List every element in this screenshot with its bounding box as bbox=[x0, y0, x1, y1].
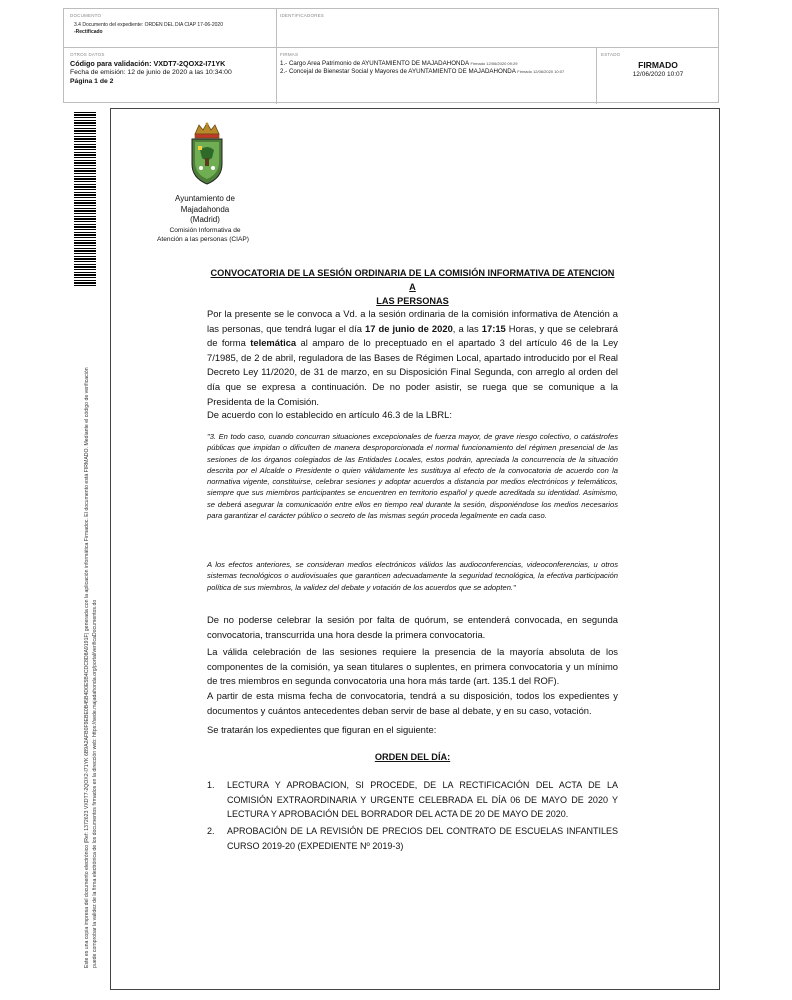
documento-sub: -Rectificado bbox=[74, 29, 103, 35]
document-title bbox=[207, 266, 618, 308]
p1-part-b: , a las bbox=[452, 322, 482, 334]
estado-value: FIRMADO bbox=[638, 60, 678, 70]
letterhead-line-5: Atención a las personas (CIAP) bbox=[157, 235, 249, 243]
legal-quote-2: A los efectos anteriores, se consideran medios electrónicos válidos las audioconferencias, videoconferencias, u otros sistemas tecnológicos o audiovisuales que garanticen adecuadamente la seguridad tecnológica, la efectiva participación política de sus miembros, la validez del debate y votación de los acuerdos que se adopten." bbox=[207, 560, 618, 592]
p1-part-d: al amparo de lo preceptuado en el apartado 3 del artículo 46 de la Ley 7/1985, de 2 de abril, reguladora de las Bases de Régimen Local, apartado introducido por el Real Decreto Ley 11/2020, de 31 de marzo, en su Disposición Final Segunda, con arreglo al orden del día que se expresa a continuación. De no poder asistir, se ruega que se comunique a la Presidenta de la Comisión. bbox=[207, 337, 618, 407]
letterhead-line-3: (Madrid) bbox=[190, 215, 220, 224]
document-title-line-2: LAS PERSONAS bbox=[376, 296, 449, 306]
p1-date: 17 de junio de 2020 bbox=[364, 322, 453, 334]
agenda-item-text: APROBACIÓN DE LA REVISIÓN DE PRECIOS DEL CONTRATO DE ESCUELAS INFANTILES CURSO 2019-20 (EXPEDIENTE Nº 2019-3) bbox=[227, 826, 618, 851]
otros-datos-label: OTROS DATOS bbox=[70, 52, 105, 57]
p1-telematica: telemática bbox=[250, 337, 297, 349]
paragraph-validity: La válida celebración de las sesiones requiere la presencia de la mayoría absoluta de los componentes de la comisión, ya sean titulares o suplentes, en primera convocatoria y un mínimo de tres miembros en segunda convocatoria una hora más tarde (art. 135.1 del ROF). bbox=[207, 646, 618, 687]
p1-part-c: Horas, y que se celebrará de forma bbox=[207, 322, 618, 349]
emission-date: Fecha de emisión: 12 de junio de 2020 a las 10:34:00 bbox=[70, 69, 232, 76]
firma-1-text: 1.- Cargo Area Patrimonio de AYUNTAMIENTO DE MAJADAHONDA bbox=[280, 60, 469, 67]
paragraph-convocation bbox=[207, 307, 618, 409]
letterhead-line-1: Ayuntamiento de bbox=[175, 194, 235, 203]
agenda-item-number: 2. bbox=[207, 826, 215, 836]
agenda-item-number: 1. bbox=[207, 780, 215, 790]
firma-2 bbox=[280, 68, 592, 76]
divider bbox=[276, 9, 277, 47]
coat-of-arms-logo bbox=[186, 122, 228, 188]
firma-1-date: Firmado 12/06/2020 09:29 bbox=[470, 61, 518, 66]
letterhead-line-4: Comisión Informativa de bbox=[169, 226, 241, 234]
p1-time: 17:15 bbox=[481, 322, 506, 334]
header-top-row bbox=[64, 9, 718, 48]
side-verification-line-1: Este es una copia impresa del documento electrónico (Ref: 1372623 VXDT7-2QOX2-I71YK 6B9A2AFB0F9EBE0B45B4D0E5B4CDC8D8A9191F) generada con la aplicación informática Firmadoc. El documento está FIRMADO. Mediante el código de verificación bbox=[84, 367, 90, 968]
agenda-title: ORDEN DEL DÍA: bbox=[374, 752, 451, 762]
page-count: Página 1 de 2 bbox=[70, 78, 114, 85]
agenda-item-text: LECTURA Y APROBACION, SI PROCEDE, DE LA RECTIFICACIÓN DEL ACTA DE LA COMISIÓN EXTRAORDINARIA Y URGENTE CELEBRADA EL DÍA 06 DE MAYO DE 2020 Y LECTURA Y APROBACIÓN DEL BORRADOR DEL ACTA DE 20 DE MAYO DE 2020. bbox=[227, 780, 618, 819]
documento-value: 3.4 Documento del expediente: ORDEN DEL DIA CIAP 17-06-2020 bbox=[74, 22, 223, 28]
paragraph-lbrl-intro: De acuerdo con lo establecido en artículo 46.3 de la LBRL: bbox=[207, 409, 452, 420]
letterhead-line-2: Majadahonda bbox=[180, 204, 230, 214]
signature-header bbox=[63, 8, 719, 103]
letterhead bbox=[157, 194, 250, 244]
firma-2-date: Firmado 12/06/2020 10:07 bbox=[517, 69, 565, 74]
legal-quote-1: "3. En todo caso, cuando concurran situaciones excepcionales de fuerza mayor, de grave riesgo colectivo, o catástrofes públicas que impidan o dificulten de manera desproporcionada el normal funcionamiento del régimen presencial de las sesiones de los órganos colegiados de las Entidades Locales, estos podrán, apreciada la concurrencia de la situación descrita por el Alcalde o Presidente o quien válidamente les sustituya al efecto de la convocatoria de acuerdo con la normativa vigente, constituirse, celebrar sesiones y adoptar acuerdos a distancia por medios electrónicos y telemáticos, siempre que sus miembros participantes se encuentren en territorio español y quede acreditada su identidad. Asimismo, se deberá asegurar la comunicación entre ellos en tiempo real durante la sesión, disponiéndose los medios necesarios para garantizar el carácter público o secreto de las mismas según proceda legalmente en cada caso. bbox=[207, 432, 618, 521]
agenda-item bbox=[207, 778, 618, 822]
paragraph-quorum: De no poderse celebrar la sesión por falta de quórum, se entenderá convocada, en segunda convocatoria, transcurrida una hora desde la primera convocatoria. bbox=[207, 614, 618, 640]
paragraph-expedientes: Se tratarán los expedientes que figuran en el siguiente: bbox=[207, 724, 437, 735]
documento-label: DOCUMENTO bbox=[70, 13, 102, 18]
identificadores-label: IDENTIFICADORES bbox=[280, 13, 325, 18]
document-title-line-1: CONVOCATORIA DE LA SESIÓN ORDINARIA DE LA COMISIÓN INFORMATIVA DE ATENCION A bbox=[210, 268, 615, 292]
divider bbox=[276, 47, 277, 104]
side-verification-line-2: puede comprobar la validez de la firma electrónica de los documentos firmados en la dirección web: https://sede.majadahonda.org/portal/verificaDocumentos.do bbox=[92, 599, 98, 968]
p1-part-a: Por la presente se le convoca a Vd. a la sesión ordinaria de la comisión informativa de Atención a las personas, que tendrá lugar el día bbox=[207, 308, 618, 334]
validation-code[interactable]: Código para validación: VXDT7-2QOX2-I71YK bbox=[70, 59, 226, 68]
estado-date: 12/06/2020 10:07 bbox=[632, 71, 684, 78]
firma-2-text: 2.- Concejal de Bienestar Social y Mayores de AYUNTAMIENTO DE MAJADAHONDA bbox=[280, 68, 516, 75]
agenda-item bbox=[207, 824, 618, 853]
firmas-label: FIRMAS bbox=[280, 52, 299, 57]
firma-1 bbox=[280, 60, 517, 68]
estado-label: ESTADO bbox=[601, 52, 621, 57]
paragraph-documents: A partir de esta misma fecha de convocatoria, tendrá a su disposición, todos los expedientes y documentos y cuántos antecedentes deban servir de base al debate, y en su caso, votación. bbox=[207, 690, 618, 716]
